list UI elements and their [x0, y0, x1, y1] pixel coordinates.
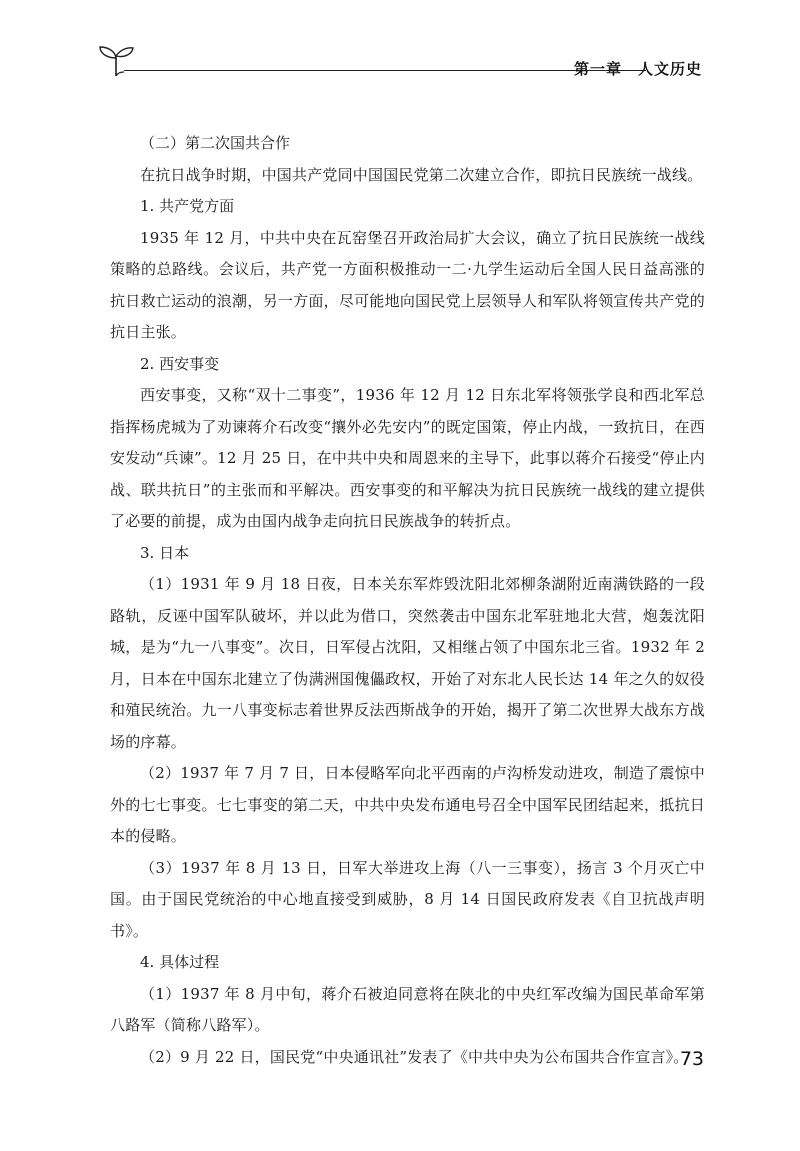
section-heading: （二）第二次国共合作 [140, 134, 291, 152]
paragraph: （1）1937 年 8 月中旬，蒋介石被迫同意将在陕北的中央红军改编为国民革命军第八路军（简称八路军）。 [110, 984, 705, 1034]
subsection-heading: 4. 具体过程 [140, 953, 220, 971]
paragraph: 1935 年 12 月，中共中央在瓦窑堡召开政治局扩大会议，确立了抗日民族统一战线策略的总路线。会议后，共产党一方面积极推动一二·九学生运动后全国人民日益高涨的抗日救亡运动的浪潮，另一方面，尽可能地向国民党上层领导人和军队将领宣传共产党的抗日主张。 [110, 228, 705, 341]
sprout-icon [96, 42, 136, 78]
page-body [110, 128, 705, 1073]
paragraph: 在抗日战争时期，中国共产党同中国国民党第二次建立合作，即抗日民族统一战线。 [140, 165, 703, 184]
running-header [96, 40, 706, 80]
paragraph: （2）9 月 22 日，国民党“中央通讯社”发表了《中共中央为公布国共合作宣言》。 [140, 1047, 689, 1066]
paragraph: （2）1937 年 7 月 7 日，日本侵略军向北平西南的卢沟桥发动进攻，制造了震惊中外的七七事变。七七事变的第二天，中共中央发布通电号召全中国军民团结起来，抵抗日本的侵略。 [110, 764, 705, 845]
paragraph: （3）1937 年 8 月 13 日，日军大举进攻上海（八一三事变），扬言 3 个月灭亡中国。由于国民党统治的中心地直接受到威胁，8 月 14 日国民政府发表《自卫抗战声明书》。 [110, 858, 705, 940]
chapter-title: 第一章 人文历史 [573, 60, 702, 78]
page-number: 73 [679, 1048, 704, 1070]
paragraph: 西安事变，又称“双十二事变”，1936 年 12 月 12 日东北军将领张学良和西北军总指挥杨虎城为了劝谏蒋介石改变“攘外必先安内”的既定国策，停止内战，一致抗日，在西安发动“兵谏”。12 月 25 日，在中共中央和周恩来的主导下，此事以蒋介石接受“停止内战、联共抗日”的主张而和平解决。西安事变的和平解决为抗日民族统一战线的建立提供了必要的前提，成为由国内战争走向抗日民族战争的转折点。 [110, 386, 705, 530]
paragraph: （1）1931 年 9 月 18 日夜，日本关东军炸毁沈阳北郊柳条湖附近南满铁路的一段路轨，反诬中国军队破坏，并以此为借口，突然袭击中国东北军驻地北大营，炮轰沈阳城，是为“九一八事变”。次日，日军侵占沈阳，又相继占领了中国东北三省。1932 年 2 月，日本在中国东北建立了伪满洲国傀儡政权，开始了对东北人民长达 14 年之久的奴役和殖民统治。九一八事变标志着世界反法西斯战争的开始，揭开了第二次世界大战东方战场的序幕。 [110, 575, 705, 751]
header-rule [124, 70, 646, 71]
subsection-heading: 2. 西安事变 [140, 354, 220, 373]
subsection-heading: 1. 共产党方面 [140, 197, 235, 215]
subsection-heading: 3. 日本 [140, 543, 190, 562]
